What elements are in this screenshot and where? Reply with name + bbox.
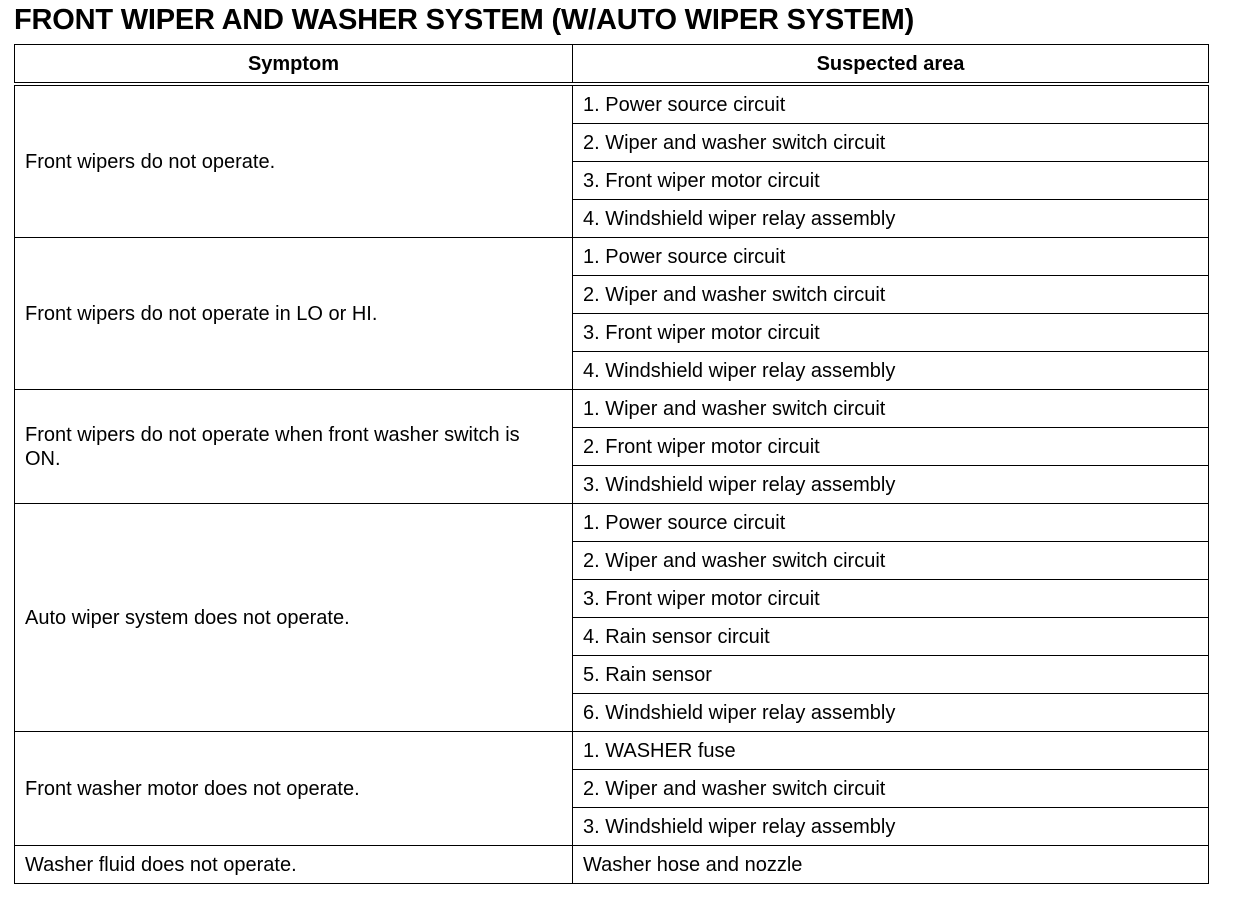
page-title: FRONT WIPER AND WASHER SYSTEM (W/AUTO WIPER SYSTEM) bbox=[14, 4, 915, 36]
table-row bbox=[15, 504, 1209, 542]
table-row bbox=[15, 238, 1209, 276]
symptom-cell: Washer fluid does not operate. bbox=[15, 846, 573, 884]
suspected-area-cell: 4. Rain sensor circuit bbox=[573, 618, 1209, 656]
suspected-area-column-header: Suspected area bbox=[573, 45, 1209, 85]
suspected-area-cell: 1. Power source circuit bbox=[573, 504, 1209, 542]
table-header-row bbox=[15, 45, 1209, 85]
suspected-area-cell: Washer hose and nozzle bbox=[573, 846, 1209, 884]
suspected-area-cell: 2. Wiper and washer switch circuit bbox=[573, 770, 1209, 808]
suspected-area-cell: 1. WASHER fuse bbox=[573, 732, 1209, 770]
table-row bbox=[15, 732, 1209, 770]
suspected-area-cell: 6. Windshield wiper relay assembly bbox=[573, 694, 1209, 732]
suspected-area-cell: 5. Rain sensor bbox=[573, 656, 1209, 694]
suspected-area-cell: 3. Front wiper motor circuit bbox=[573, 162, 1209, 200]
suspected-area-cell: 1. Wiper and washer switch circuit bbox=[573, 390, 1209, 428]
symptom-column-header: Symptom bbox=[15, 45, 573, 85]
symptom-cell: Auto wiper system does not operate. bbox=[15, 504, 573, 732]
symptom-cell: Front wipers do not operate. bbox=[15, 84, 573, 238]
suspected-area-cell: 2. Wiper and washer switch circuit bbox=[573, 542, 1209, 580]
suspected-area-cell: 4. Windshield wiper relay assembly bbox=[573, 200, 1209, 238]
suspected-area-cell: 2. Wiper and washer switch circuit bbox=[573, 124, 1209, 162]
suspected-area-cell: 3. Front wiper motor circuit bbox=[573, 314, 1209, 352]
suspected-area-cell: 2. Front wiper motor circuit bbox=[573, 428, 1209, 466]
suspected-area-cell: 3. Windshield wiper relay assembly bbox=[573, 466, 1209, 504]
table-body bbox=[15, 84, 1209, 884]
suspected-area-cell: 3. Front wiper motor circuit bbox=[573, 580, 1209, 618]
table-row bbox=[15, 84, 1209, 124]
symptom-cell: Front washer motor does not operate. bbox=[15, 732, 573, 846]
table-row bbox=[15, 846, 1209, 884]
problem-symptoms-table bbox=[14, 44, 1209, 884]
table-row bbox=[15, 390, 1209, 428]
suspected-area-cell: 1. Power source circuit bbox=[573, 84, 1209, 124]
suspected-area-cell: 3. Windshield wiper relay assembly bbox=[573, 808, 1209, 846]
suspected-area-cell: 4. Windshield wiper relay assembly bbox=[573, 352, 1209, 390]
suspected-area-cell: 2. Wiper and washer switch circuit bbox=[573, 276, 1209, 314]
suspected-area-cell: 1. Power source circuit bbox=[573, 238, 1209, 276]
symptom-cell: Front wipers do not operate in LO or HI. bbox=[15, 238, 573, 390]
symptom-cell: Front wipers do not operate when front washer switch is ON. bbox=[15, 390, 573, 504]
